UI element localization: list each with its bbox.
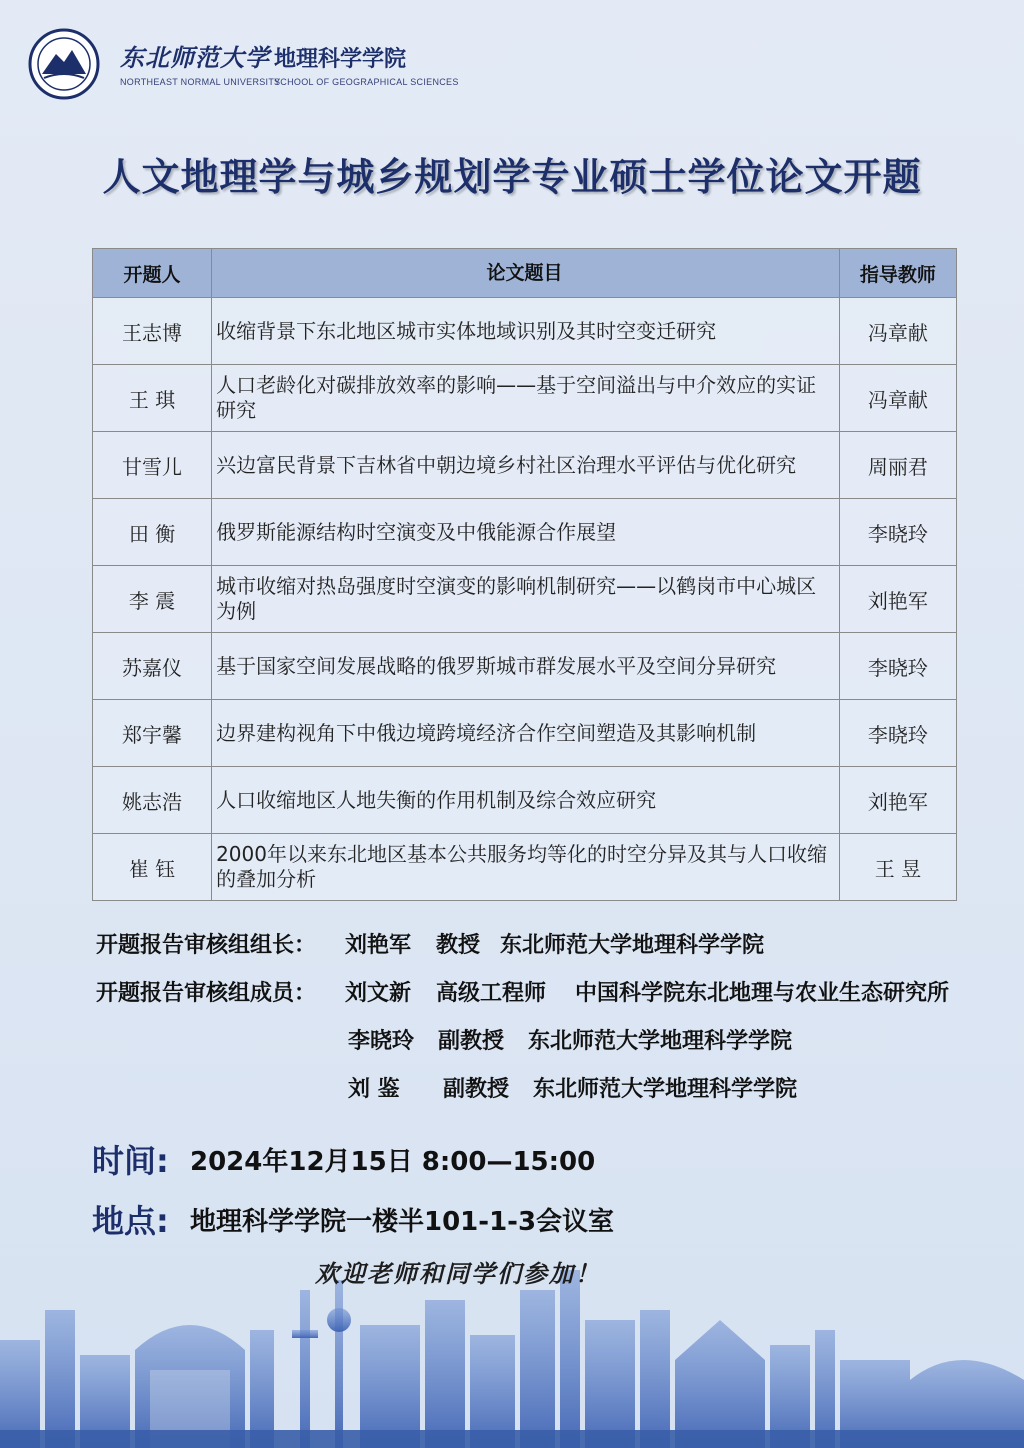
- advisor-cell: 李晓玲: [839, 499, 956, 566]
- topic-cell: 人口老龄化对碳排放效率的影响——基于空间溢出与中介效应的实证研究: [212, 365, 840, 432]
- topic-cell: 俄罗斯能源结构时空演变及中俄能源合作展望: [212, 499, 840, 566]
- place-label: 地点:: [92, 1202, 169, 1240]
- member-name: 刘 鉴: [348, 1077, 400, 1102]
- topic-cell: 收缩背景下东北地区城市实体地域识别及其时空变迁研究: [212, 298, 840, 365]
- review-leader-label: 开题报告审核组组长：: [96, 933, 317, 958]
- student-cell: 王志博: [93, 298, 212, 365]
- city-skyline-illustration: [0, 1270, 1024, 1448]
- topic-cell: 2000年以来东北地区基本公共服务均等化的时空分异及其与人口收缩的叠加分析: [212, 834, 840, 901]
- table-row: [93, 834, 957, 901]
- page-title: 人文地理学与城乡规划学专业硕士学位论文开题: [102, 155, 922, 199]
- advisor-cell: 王 昱: [839, 834, 956, 901]
- topic-cell: 基于国家空间发展战略的俄罗斯城市群发展水平及空间分异研究: [212, 633, 840, 700]
- member-org: 东北师范大学地理科学学院: [528, 1029, 793, 1054]
- member-name: 李晓玲: [348, 1029, 415, 1054]
- advisor-cell: 冯章献: [839, 365, 956, 432]
- member-title: 副教授: [438, 1029, 505, 1054]
- college-name: 地理科学学院: [274, 47, 407, 72]
- university-name: 东北师范大学: [120, 43, 270, 72]
- table-row: [93, 298, 957, 365]
- member-org: 东北师范大学地理科学学院: [533, 1077, 798, 1102]
- table-row: [93, 700, 957, 767]
- column-header-topic: 论文题目: [212, 249, 840, 298]
- student-cell: 苏嘉仪: [93, 633, 212, 700]
- student-cell: 郑宇馨: [93, 700, 212, 767]
- member-title: 副教授: [443, 1077, 510, 1102]
- student-cell: 姚志浩: [93, 767, 212, 834]
- member-title: 高级工程师: [436, 981, 547, 1006]
- time-label: 时间:: [92, 1142, 169, 1180]
- university-seal-icon: [28, 28, 100, 100]
- student-cell: 李 震: [93, 566, 212, 633]
- topic-cell: 边界建构视角下中俄边境跨境经济合作空间塑造及其影响机制: [212, 700, 840, 767]
- column-header-student: 开题人: [93, 249, 212, 298]
- college-name-en: SCHOOL OF GEOGRAPHICAL SCIENCES: [274, 77, 459, 87]
- university-name-en: NORTHEAST NORMAL UNIVERSITY: [120, 77, 281, 87]
- place-value: 地理科学学院一楼半101-1-3会议室: [190, 1207, 615, 1237]
- student-cell: 田 衡: [93, 499, 212, 566]
- welcome-message: 欢迎老师和同学们参加！: [315, 1259, 601, 1288]
- advisor-cell: 周丽君: [839, 432, 956, 499]
- table-header-row: [93, 249, 957, 298]
- table-row: [93, 767, 957, 834]
- topics-table: [92, 248, 957, 901]
- student-cell: 王 琪: [93, 365, 212, 432]
- student-cell: 崔 钰: [93, 834, 212, 901]
- advisor-cell: 冯章献: [839, 298, 956, 365]
- topic-cell: 人口收缩地区人地失衡的作用机制及综合效应研究: [212, 767, 840, 834]
- table-row: [93, 499, 957, 566]
- topic-cell: 兴边富民背景下吉林省中朝边境乡村社区治理水平评估与优化研究: [212, 432, 840, 499]
- table-row: [93, 566, 957, 633]
- student-cell: 甘雪儿: [93, 432, 212, 499]
- topic-cell: 城市收缩对热岛强度时空演变的影响机制研究——以鹤岗市中心城区为例: [212, 566, 840, 633]
- leader-title: 教授: [436, 933, 481, 958]
- advisor-cell: 李晓玲: [839, 700, 956, 767]
- leader-org: 东北师范大学地理科学学院: [500, 933, 765, 958]
- leader-name: 刘艳军: [345, 933, 412, 958]
- table-row: [93, 633, 957, 700]
- review-members-label: 开题报告审核组成员：: [96, 981, 317, 1006]
- table-row: [93, 432, 957, 499]
- advisor-cell: 刘艳军: [839, 767, 956, 834]
- time-value: 2024年12月15日 8:00—15:00: [190, 1147, 596, 1177]
- member-org: 中国科学院东北地理与农业生态研究所: [575, 981, 950, 1006]
- member-name: 刘文新: [345, 981, 412, 1006]
- column-header-advisor: 指导教师: [839, 249, 956, 298]
- advisor-cell: 李晓玲: [839, 633, 956, 700]
- table-row: [93, 365, 957, 432]
- advisor-cell: 刘艳军: [839, 566, 956, 633]
